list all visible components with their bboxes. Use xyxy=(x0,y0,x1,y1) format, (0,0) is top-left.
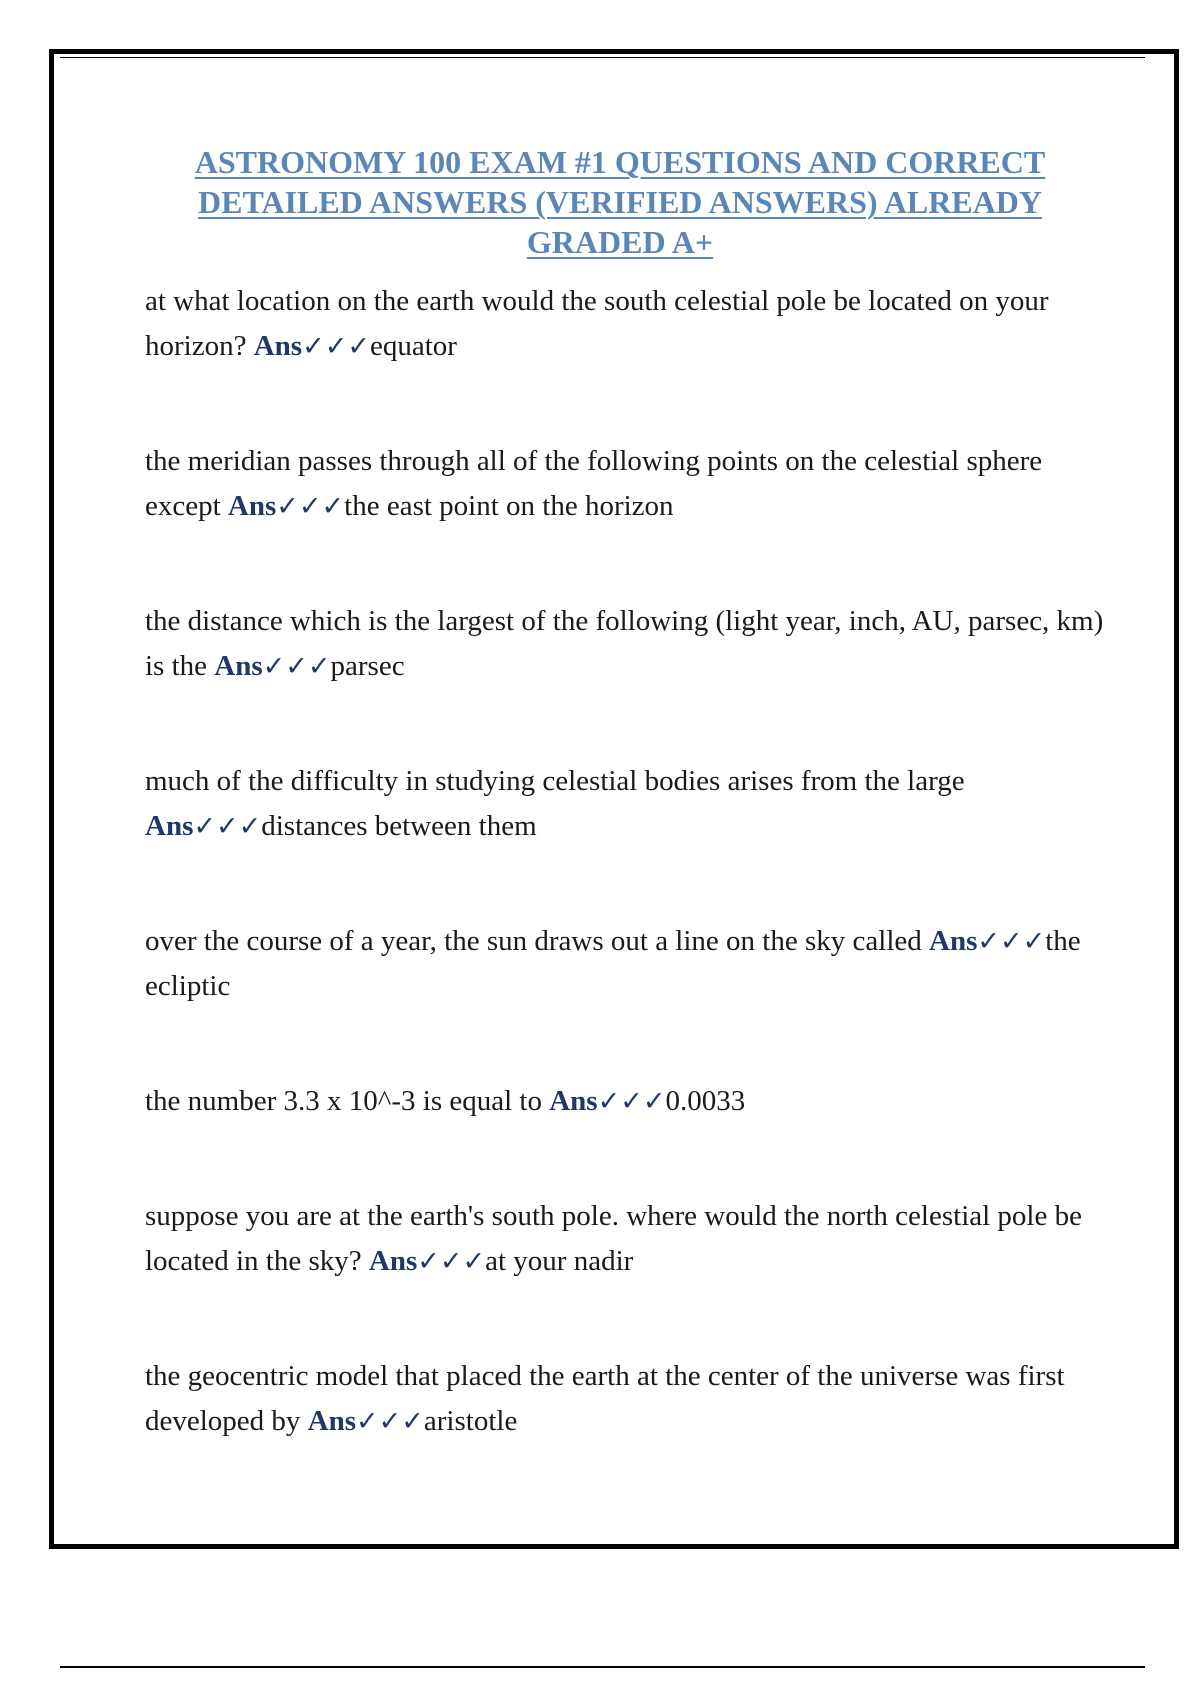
answer-label: Ans xyxy=(549,1085,598,1117)
answer-label: Ans xyxy=(227,490,277,522)
answer-text: distances between them xyxy=(261,810,537,842)
checkmarks-icon: ✓✓✓ xyxy=(417,1246,486,1277)
checkmarks-icon: ✓✓✓ xyxy=(302,331,370,362)
answer-label: Ans xyxy=(145,810,194,842)
answer-label: Ans xyxy=(307,1405,357,1437)
question-text: over the course of a year, the sun draws out a line on the sky called xyxy=(145,925,922,957)
qa-item xyxy=(145,919,1105,1009)
qa-list xyxy=(145,279,1105,1444)
checkmarks-icon: ✓✓✓ xyxy=(193,811,262,842)
checkmarks-icon: ✓✓✓ xyxy=(977,926,1046,957)
question-text: the meridian passes through all of the following points on the celestial sphere except xyxy=(145,445,1043,522)
page-title: ASTRONOMY 100 EXAM #1 QUESTIONS AND CORRECT DETAILED ANSWERS (VERIFIED ANSWERS) ALREADY GRADED A+ xyxy=(194,144,1046,260)
answer-label: Ans xyxy=(253,330,303,362)
answer-text: at your nadir xyxy=(485,1245,634,1277)
answer-text: the ecliptic xyxy=(145,925,1081,1002)
qa-item xyxy=(145,1354,1105,1444)
qa-item xyxy=(145,279,1105,369)
qa-item xyxy=(145,599,1105,689)
bottom-rule xyxy=(60,1666,1145,1668)
qa-item xyxy=(145,759,1105,849)
question-text: the geocentric model that placed the earth at the center of the universe was first developed by xyxy=(145,1360,1065,1437)
question-text: much of the difficulty in studying celestial bodies arises from the large xyxy=(145,765,965,797)
question-text: suppose you are at the earth's south pole. where would the north celestial pole be located in the sky? xyxy=(145,1200,1082,1277)
question-text: the number 3.3 x 10^-3 is equal to xyxy=(145,1085,542,1117)
checkmarks-icon: ✓✓✓ xyxy=(356,1406,424,1437)
answer-text: parsec xyxy=(330,650,405,682)
answer-text: equator xyxy=(369,330,457,362)
question-text: the distance which is the largest of the following (light year, inch, AU, parsec, km) is the xyxy=(145,605,1104,682)
checkmarks-icon: ✓✓✓ xyxy=(597,1086,666,1117)
question-text: at what location on the earth would the south celestial pole be located on your horizon? xyxy=(145,285,1049,362)
qa-item xyxy=(145,439,1105,529)
answer-text: the east point on the horizon xyxy=(344,490,674,522)
checkmarks-icon: ✓✓✓ xyxy=(262,651,331,682)
qa-item xyxy=(145,1079,1105,1124)
checkmarks-icon: ✓✓✓ xyxy=(276,491,345,522)
answer-text: 0.0033 xyxy=(665,1085,746,1117)
answer-label: Ans xyxy=(368,1245,418,1277)
answer-label: Ans xyxy=(214,650,263,682)
qa-item xyxy=(145,1194,1105,1284)
answer-text: aristotle xyxy=(423,1405,518,1437)
answer-label: Ans xyxy=(929,925,978,957)
